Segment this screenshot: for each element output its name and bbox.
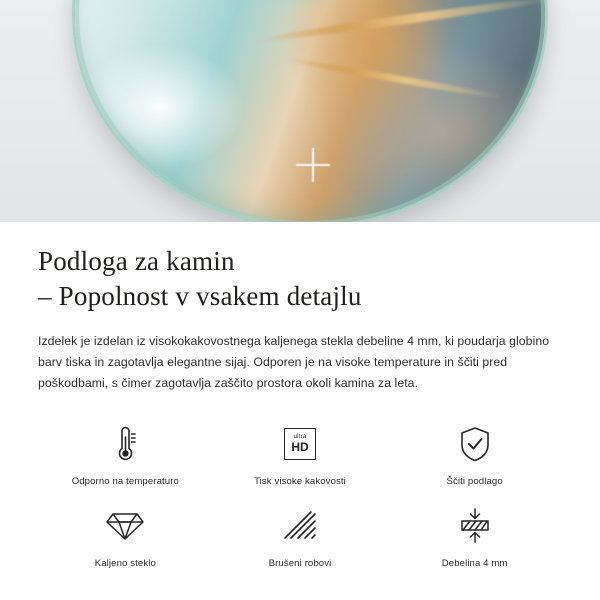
- diamond-icon: [102, 503, 148, 549]
- feature-label: Odporno na temperaturo: [71, 475, 179, 487]
- ultra-hd-top-label: ultra: [293, 432, 307, 440]
- feature-item: [387, 503, 562, 569]
- shield-check-icon: [452, 421, 498, 467]
- content-area: [0, 222, 600, 569]
- description-paragraph: Izdelek je izdelan iz visokokakovostnega kaljenega stekla debeline 4 mm, ki poudarja globino barv tiska in zagotavlja elegantne sijaj. Odporen je na visoke temperature in ščiti pred poškodbami, s čimer zagotavlja zaščito prostora okoli kamina za leta.: [38, 334, 550, 391]
- feature-label: Tisk visoke kakovosti: [254, 475, 346, 487]
- ultra-hd-icon: [277, 421, 323, 467]
- page-title: [38, 222, 562, 313]
- feature-item: [38, 503, 213, 569]
- glass-plate-image: [72, 0, 548, 222]
- feature-label: Kaljeno steklo: [94, 557, 156, 569]
- thermometer-icon: [102, 421, 148, 467]
- feature-item: [387, 421, 562, 487]
- thickness-arrows-icon: [452, 503, 498, 549]
- hero-image: [0, 0, 600, 222]
- headline-line-1: Podloga za kamin: [38, 246, 235, 276]
- polished-edges-icon: [277, 503, 323, 549]
- feature-label: Brušeni robovi: [268, 557, 332, 569]
- ultra-hd-bottom-label: HD: [291, 440, 309, 455]
- feature-label: Debelina 4 mm: [441, 557, 508, 569]
- feature-label: Ščiti podlago: [446, 475, 503, 487]
- headline-line-2: – Popolnost v vsakem detajlu: [38, 280, 362, 311]
- feature-item: [38, 421, 213, 487]
- feature-item: [213, 421, 388, 487]
- feature-item: [213, 503, 388, 569]
- feature-grid: [38, 421, 562, 569]
